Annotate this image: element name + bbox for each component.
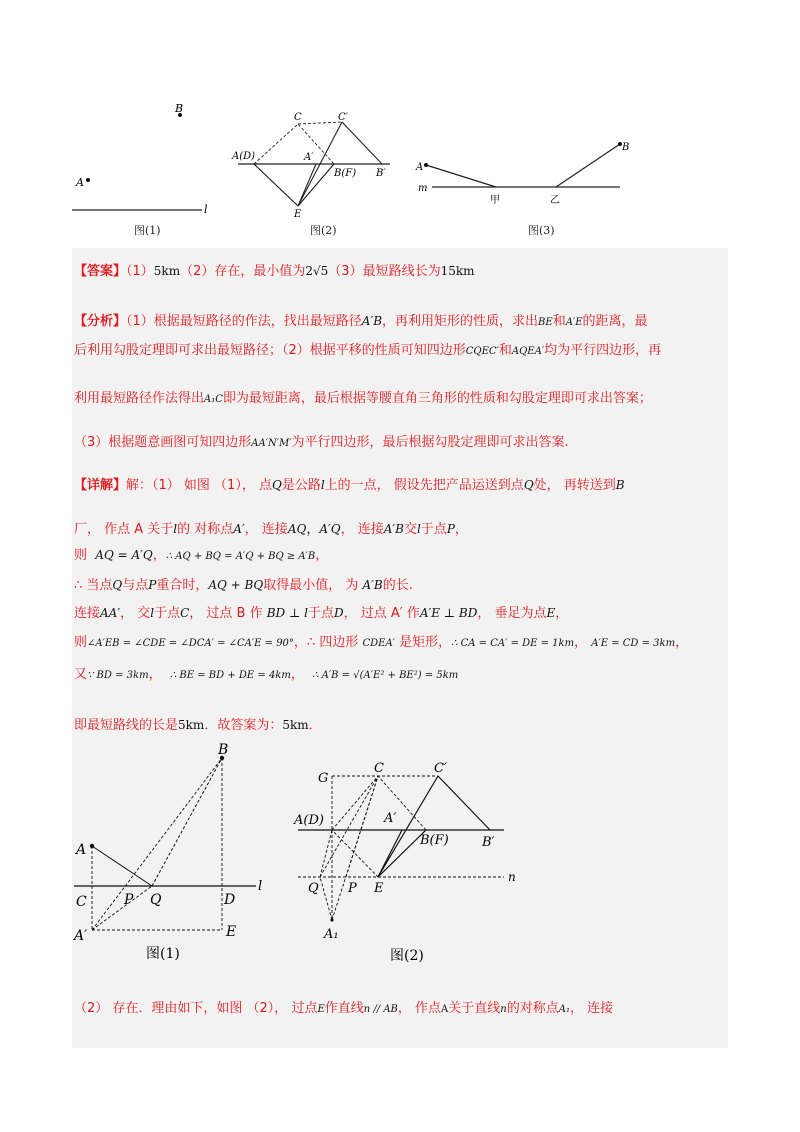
top-fig1-caption: 图(1) — [134, 224, 161, 237]
analysis-text: 利用最短路径作法得出 — [74, 391, 205, 406]
math-a1c: A₁C — [204, 394, 223, 405]
fig3-label-jia: 甲 — [490, 195, 500, 206]
fig1-label-l: l — [204, 203, 208, 216]
math-a2e: A′E — [565, 317, 583, 328]
mid2-label-e: E — [374, 881, 384, 896]
detail-text: 于点 — [154, 606, 181, 621]
answer-v1: 5km — [153, 264, 181, 278]
mid1-label-a2: A′ — [74, 928, 88, 944]
math-bd3: ∵ BD = 3km — [87, 670, 149, 681]
detail-line-5: 连接AA′， 交l于点C， 过点 B 作 BD ⊥ l于点D， 过点 A′ 作A′E ⊥ BD， 垂足为点E， — [74, 606, 569, 621]
detail-text: ，∴ 四边形 — [293, 635, 359, 650]
analysis-line-1 — [74, 312, 648, 332]
answer-p1: （1） — [126, 264, 154, 279]
math-q: Q — [523, 478, 534, 492]
fig2-label-e: E — [294, 209, 302, 220]
detail-text: 的长. — [382, 578, 413, 593]
math-ab: ∴ A′B = √(A′E² + BE²) = 5km — [312, 670, 459, 681]
detail-text: ， 连接 — [340, 522, 384, 537]
math-q: Q — [271, 478, 282, 492]
detail-text: ， 垂足为点 — [477, 606, 547, 621]
fig1-label-a: A — [76, 176, 84, 189]
math-n: n — [500, 1004, 507, 1015]
detail-text: 于点 — [420, 522, 447, 537]
math-q: Q — [112, 578, 123, 592]
analysis-text: 的距离，最 — [582, 314, 648, 329]
math-a1: A₁ — [558, 1004, 570, 1015]
detail-line-9 — [74, 1000, 613, 1019]
mid-figure-1 — [72, 740, 272, 970]
detail-text: 交 — [403, 522, 417, 537]
analysis-text: 后利用勾股定理即可求出最短路径；（2）根据平移的性质可知四边形 — [74, 343, 466, 358]
detail-line-3: 则 AQ = A′Q，∴ AQ + BQ = A′Q + BQ ≥ A′B， — [74, 548, 329, 563]
math-l: l — [150, 606, 155, 620]
math-a2b: A′B — [361, 314, 383, 328]
math-p: P — [446, 522, 455, 536]
analysis-text: （1）根据最短路径的作法，找出最短路径 — [126, 314, 362, 329]
detail-text: ， 连接 — [244, 522, 288, 537]
top-figure-1 — [60, 100, 220, 240]
math-eq1: AQ = A′Q — [95, 548, 153, 562]
fig3-label-m: m — [418, 183, 428, 194]
detail-line-7: 又∵ BD = 3km， ∴ BE = BD + DE = 4km， ∴ A′B = √(A′E² + BE²) = 5km — [74, 667, 459, 682]
mid2-caption: 图(2) — [390, 948, 424, 964]
detail-text: ． — [308, 718, 322, 733]
math-bd: BD ⊥ l — [266, 606, 308, 620]
detail-text: 解：（1） 如图 （1）， 点 — [126, 478, 272, 493]
fig2-label-ad: A(D) — [232, 151, 256, 162]
math-a2e: A′E ⊥ BD — [419, 606, 478, 620]
detail-text: 厂， 作点 A 关于 — [74, 522, 174, 537]
answer-tag: 【答案】 — [74, 264, 127, 279]
mid2-label-a2: A′ — [384, 811, 397, 826]
math-cdea: CDEA′ — [362, 638, 395, 649]
math-be: ∴ BE = BD + DE = 4km — [169, 670, 291, 681]
detail-text: 即最短路线的长是 — [74, 718, 179, 733]
math-d: D — [333, 606, 344, 620]
mid1-label-d: D — [224, 892, 236, 908]
detail-text: 是公路 — [281, 478, 321, 493]
mid-figure-2 — [290, 760, 540, 970]
detail-text: 则 — [74, 548, 88, 563]
detail-text: 取得最小值， 为 — [263, 578, 359, 593]
math-5km: 5km — [282, 718, 309, 732]
detail-text: 与点 — [122, 578, 149, 593]
math-ae: A′E = CD = 3km — [591, 638, 676, 649]
answer-line — [74, 262, 475, 281]
analysis-text: 均为平行四边形，再 — [544, 343, 662, 358]
detail-text: ， 作点 — [397, 1001, 442, 1016]
math-aa2n2m2: AA′N′M′ — [251, 438, 292, 449]
detail-text: 的 对称点 — [177, 522, 234, 537]
mid2-label-g: G — [318, 771, 329, 786]
mid1-label-p: P — [124, 892, 134, 908]
mid2-label-a1: A₁ — [324, 927, 339, 942]
math-5km: 5km — [178, 718, 205, 732]
math-aq: AQ — [287, 522, 307, 536]
analysis-text: 和 — [498, 343, 512, 358]
analysis-text: 和 — [552, 314, 566, 329]
math-l: l — [173, 522, 178, 536]
analysis-text: （3）根据题意画图可知四边形 — [74, 435, 252, 450]
math-p: P — [148, 578, 157, 592]
fig2-label-a2: A′ — [304, 152, 314, 163]
detail-line-4 — [74, 576, 413, 595]
detail-tag: 【详解】 — [74, 478, 127, 493]
detail-text: 连接 — [74, 606, 101, 621]
mid1-caption: 图(1) — [146, 946, 180, 962]
detail-text: 关于直线 — [448, 1001, 501, 1016]
fig2-label-bf: B(F) — [334, 168, 357, 179]
math-a2: A′ — [233, 522, 245, 536]
analysis-text: ，再利用矩形的性质，求出 — [382, 314, 539, 329]
mid2-label-bf: B(F) — [420, 833, 449, 848]
mid2-label-c: C — [374, 761, 384, 776]
mid1-label-q: Q — [150, 892, 162, 908]
detail-text: （2） 存在．理由如下，如图 （2）， 过点 — [74, 1001, 318, 1016]
analysis-text: 即为最短距离，最后根据等腰直角三角形的性质和勾股定理即可求出答案； — [222, 391, 652, 406]
detail-line-1 — [74, 476, 625, 495]
math-c: C — [180, 606, 190, 620]
math-e: E — [317, 1004, 325, 1015]
math-a2b: A′B — [383, 522, 404, 536]
detail-text: ．故答案为： — [204, 718, 283, 733]
analysis-line-4 — [74, 434, 569, 453]
math-a2q: A′Q — [319, 522, 341, 536]
math-sum: AQ + BQ — [208, 578, 264, 592]
math-be: BE — [538, 317, 553, 328]
math-l: l — [416, 522, 421, 536]
mid2-label-ad: A(D) — [294, 813, 324, 828]
detail-text: 于点 — [307, 606, 334, 621]
detail-text: 则 — [74, 635, 88, 650]
detail-line-6: 则∠A′EB = ∠CDE = ∠DCA′ = ∠CA′E = 90°，∴ 四边形 CDEA′ 是矩形，∴ CA = CA′ = DE = 1km， A′E = CD = 3km， — [74, 635, 689, 650]
math-ca: ∴ CA = CA′ = DE = 1km — [451, 638, 575, 649]
detail-text: ， 交 — [120, 606, 151, 621]
math-aqea2: AQEA′ — [511, 346, 545, 357]
math-n-ab: n // AB — [363, 1004, 398, 1015]
mid1-label-l: l — [258, 879, 263, 894]
detail-line-2: 厂， 作点 A 关于l的 对称点A′， 连接AQ，A′Q， 连接A′B交l于点P， — [74, 522, 468, 537]
fig3-label-a: A — [416, 162, 424, 173]
math-angles: ∠A′EB = ∠CDE = ∠DCA′ = ∠CA′E = 90° — [87, 638, 294, 649]
detail-text: ∴ 当点 — [74, 578, 113, 593]
detail-line-8 — [74, 716, 322, 735]
math-aa2: AA′ — [100, 606, 121, 620]
fig3-label-b: B — [622, 142, 630, 153]
top-fig3-caption: 图(3) — [528, 224, 555, 237]
math-b: B — [615, 478, 625, 492]
detail-text: ， 过点 A′ 作 — [343, 606, 420, 621]
detail-text: 作直线 — [324, 1001, 364, 1016]
fig3-label-yi: 乙 — [550, 195, 560, 206]
mid1-label-e: E — [226, 924, 237, 940]
fig2-label-c: C — [294, 112, 302, 123]
answer-v2: 2√5 — [305, 264, 329, 278]
detail-text: ， 连接 — [569, 1001, 614, 1016]
detail-text: 上的一点， 假设先把产品运送到点 — [324, 478, 524, 493]
math-eq2: ∴ AQ + BQ = A′Q + BQ ≥ A′B — [165, 551, 316, 562]
top-figure-3 — [412, 130, 632, 210]
fig2-label-c2: C′ — [338, 112, 348, 123]
mid2-label-b2: B′ — [482, 835, 495, 850]
math-a: A — [441, 1004, 449, 1015]
detail-text: 的对称点 — [506, 1001, 559, 1016]
analysis-text: 为平行四边形，最后根据勾股定理即可求出答案. — [291, 435, 569, 450]
mid2-label-p: P — [348, 881, 357, 896]
mid1-label-a: A — [76, 842, 87, 858]
analysis-tag: 【分析】 — [74, 314, 127, 329]
detail-text: ， 过点 B 作 — [189, 606, 263, 621]
detail-text: 是矩形， — [399, 635, 452, 650]
answer-v3: 15km — [440, 264, 475, 278]
analysis-line-3 — [74, 390, 652, 409]
detail-text: 又 — [74, 667, 88, 682]
answer-p3: （3）最短路线长为 — [328, 264, 441, 279]
math-a2b: A′B — [362, 578, 383, 592]
math-l: l — [320, 478, 325, 492]
fig2-label-b2: B′ — [376, 168, 386, 179]
math-e: E — [546, 606, 556, 620]
mid2-label-c2: C′ — [434, 761, 447, 776]
detail-text: 处， 再转送到 — [533, 478, 616, 493]
analysis-line-2 — [74, 342, 661, 361]
mid2-label-n: n — [508, 870, 516, 884]
top-fig2-caption: 图(2) — [310, 224, 337, 237]
fig1-label-b: B — [175, 102, 184, 115]
answer-p2: （2）存在，最小值为 — [180, 264, 306, 279]
detail-text: 重合时， — [156, 578, 209, 593]
top-figure-2 — [230, 110, 400, 220]
math-cqec2: CQEC′ — [465, 346, 499, 357]
mid1-label-b: B — [218, 742, 229, 758]
mid1-label-c: C — [76, 894, 87, 910]
mid2-label-q: Q — [308, 881, 319, 896]
